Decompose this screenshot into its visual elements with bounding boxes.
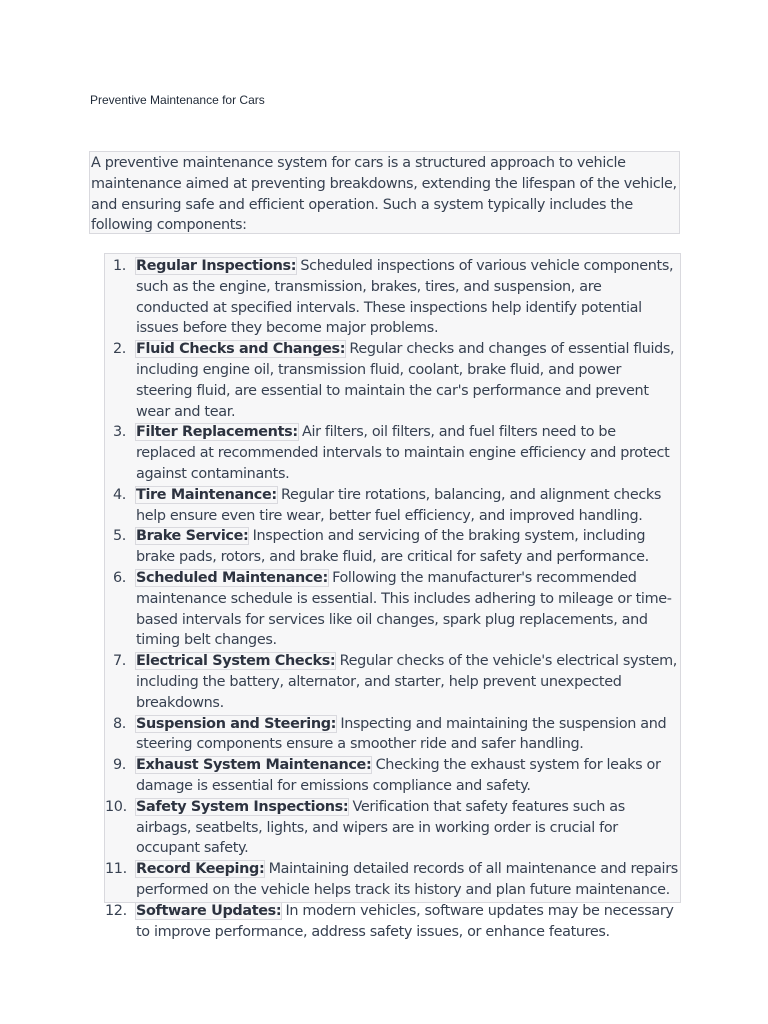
list-item-term: Suspension and Steering:	[136, 715, 337, 732]
list-item-term: Exhaust System Maintenance:	[136, 757, 372, 774]
list-item-number: 6.	[112, 569, 126, 586]
list-item-term: Electrical System Checks:	[136, 653, 336, 670]
list-item	[105, 651, 680, 713]
list-item	[105, 485, 680, 527]
list-item	[105, 256, 680, 339]
list-item-description: Maintaining detailed records of all maintenance and repairs performed on the vehicle helps track its history and plan future maintenance.	[136, 861, 678, 898]
list-item-number: 10.	[105, 798, 127, 815]
components-list	[105, 254, 680, 942]
list-item-description: Regular tire rotations, balancing, and alignment checks help ensure even tire wear, better fuel efficiency, and improved handling.	[136, 486, 662, 524]
list-item	[105, 526, 680, 568]
list-item	[105, 714, 680, 756]
list-item-description: Regular checks of the vehicle's electrical system, including the battery, alternator, and starter, help prevent unexpected breakdowns.	[136, 653, 678, 711]
intro-paragraph-box	[89, 151, 680, 234]
list-item-number: 5.	[112, 528, 126, 545]
list-item-number: 2.	[112, 341, 126, 358]
list-item-description: Scheduled inspections of various vehicle components, such as the engine, transmission, brakes, tires, and suspension, are conducted at specified intervals. These inspections help identify potential issues before they become major problems.	[136, 258, 674, 337]
list-item-description: Air filters, oil filters, and fuel filters need to be replaced at recommended intervals to maintain engine efficiency and protect against contaminants.	[136, 424, 670, 482]
list-item-term: Scheduled Maintenance:	[136, 569, 328, 586]
components-list-box	[104, 253, 681, 940]
list-item-description: Checking the exhaust system for leaks or damage is essential for emissions compliance and safety.	[136, 757, 661, 794]
list-item-term: Safety System Inspections:	[136, 798, 349, 815]
list-item-description: Inspection and servicing of the braking system, including brake pads, rotors, and brake fluid, are critical for safety and performance.	[136, 528, 649, 566]
list-item-description: Following the manufacturer's recommended maintenance schedule is essential. This includes adhering to mileage or time-based intervals for services like oil changes, spark plug replacements, and timing belt changes.	[136, 569, 672, 649]
list-item	[105, 339, 680, 422]
list-item-term: Brake Service:	[136, 528, 249, 545]
list-item-term: Regular Inspections:	[136, 258, 297, 274]
list-item	[105, 568, 680, 651]
list-item	[105, 859, 680, 901]
list-item-number: 9.	[112, 757, 126, 774]
list-item-term: Fluid Checks and Changes:	[136, 341, 346, 358]
list-item-term: Tire Maintenance:	[136, 486, 277, 503]
list-item	[105, 422, 680, 484]
list-item-description: Verification that safety features such as airbags, seatbelts, lights, and wipers are in working order is crucial for occupant safety.	[136, 798, 625, 857]
list-item-number: 4.	[112, 486, 126, 503]
list-item-number: 12.	[105, 902, 127, 919]
list-item-description: Regular checks and changes of essential fluids, including engine oil, transmission fluid, coolant, brake fluid, and power steering fluid, are essential to maintain the car's performance and prevent wear and tear.	[136, 341, 675, 420]
list-item-number: 1.	[112, 258, 126, 274]
document-title: Preventive Maintenance for Cars	[90, 93, 265, 107]
list-item-description: In modern vehicles, software updates may be necessary to improve performance, address safety issues, or enhance features.	[136, 902, 674, 940]
list-item-term: Filter Replacements:	[136, 424, 298, 441]
list-item-term: Record Keeping:	[136, 861, 265, 878]
list-item-number: 8.	[112, 715, 126, 732]
list-item-number: 7.	[112, 653, 126, 670]
list-item-description: Inspecting and maintaining the suspension and steering components ensure a smoother ride and safer handling.	[136, 715, 667, 753]
list-item	[105, 901, 680, 943]
list-item-number: 11.	[105, 861, 127, 878]
list-item-term: Software Updates:	[136, 902, 282, 919]
list-item-number: 3.	[112, 424, 126, 441]
list-item	[105, 797, 680, 859]
intro-paragraph: A preventive maintenance system for cars is a structured approach to vehicle maintenance aimed at preventing breakdowns, extending the lifespan of the vehicle, and ensuring safe and efficient operation. Such a system typically includes the following components:	[91, 155, 677, 234]
list-item	[105, 755, 680, 797]
